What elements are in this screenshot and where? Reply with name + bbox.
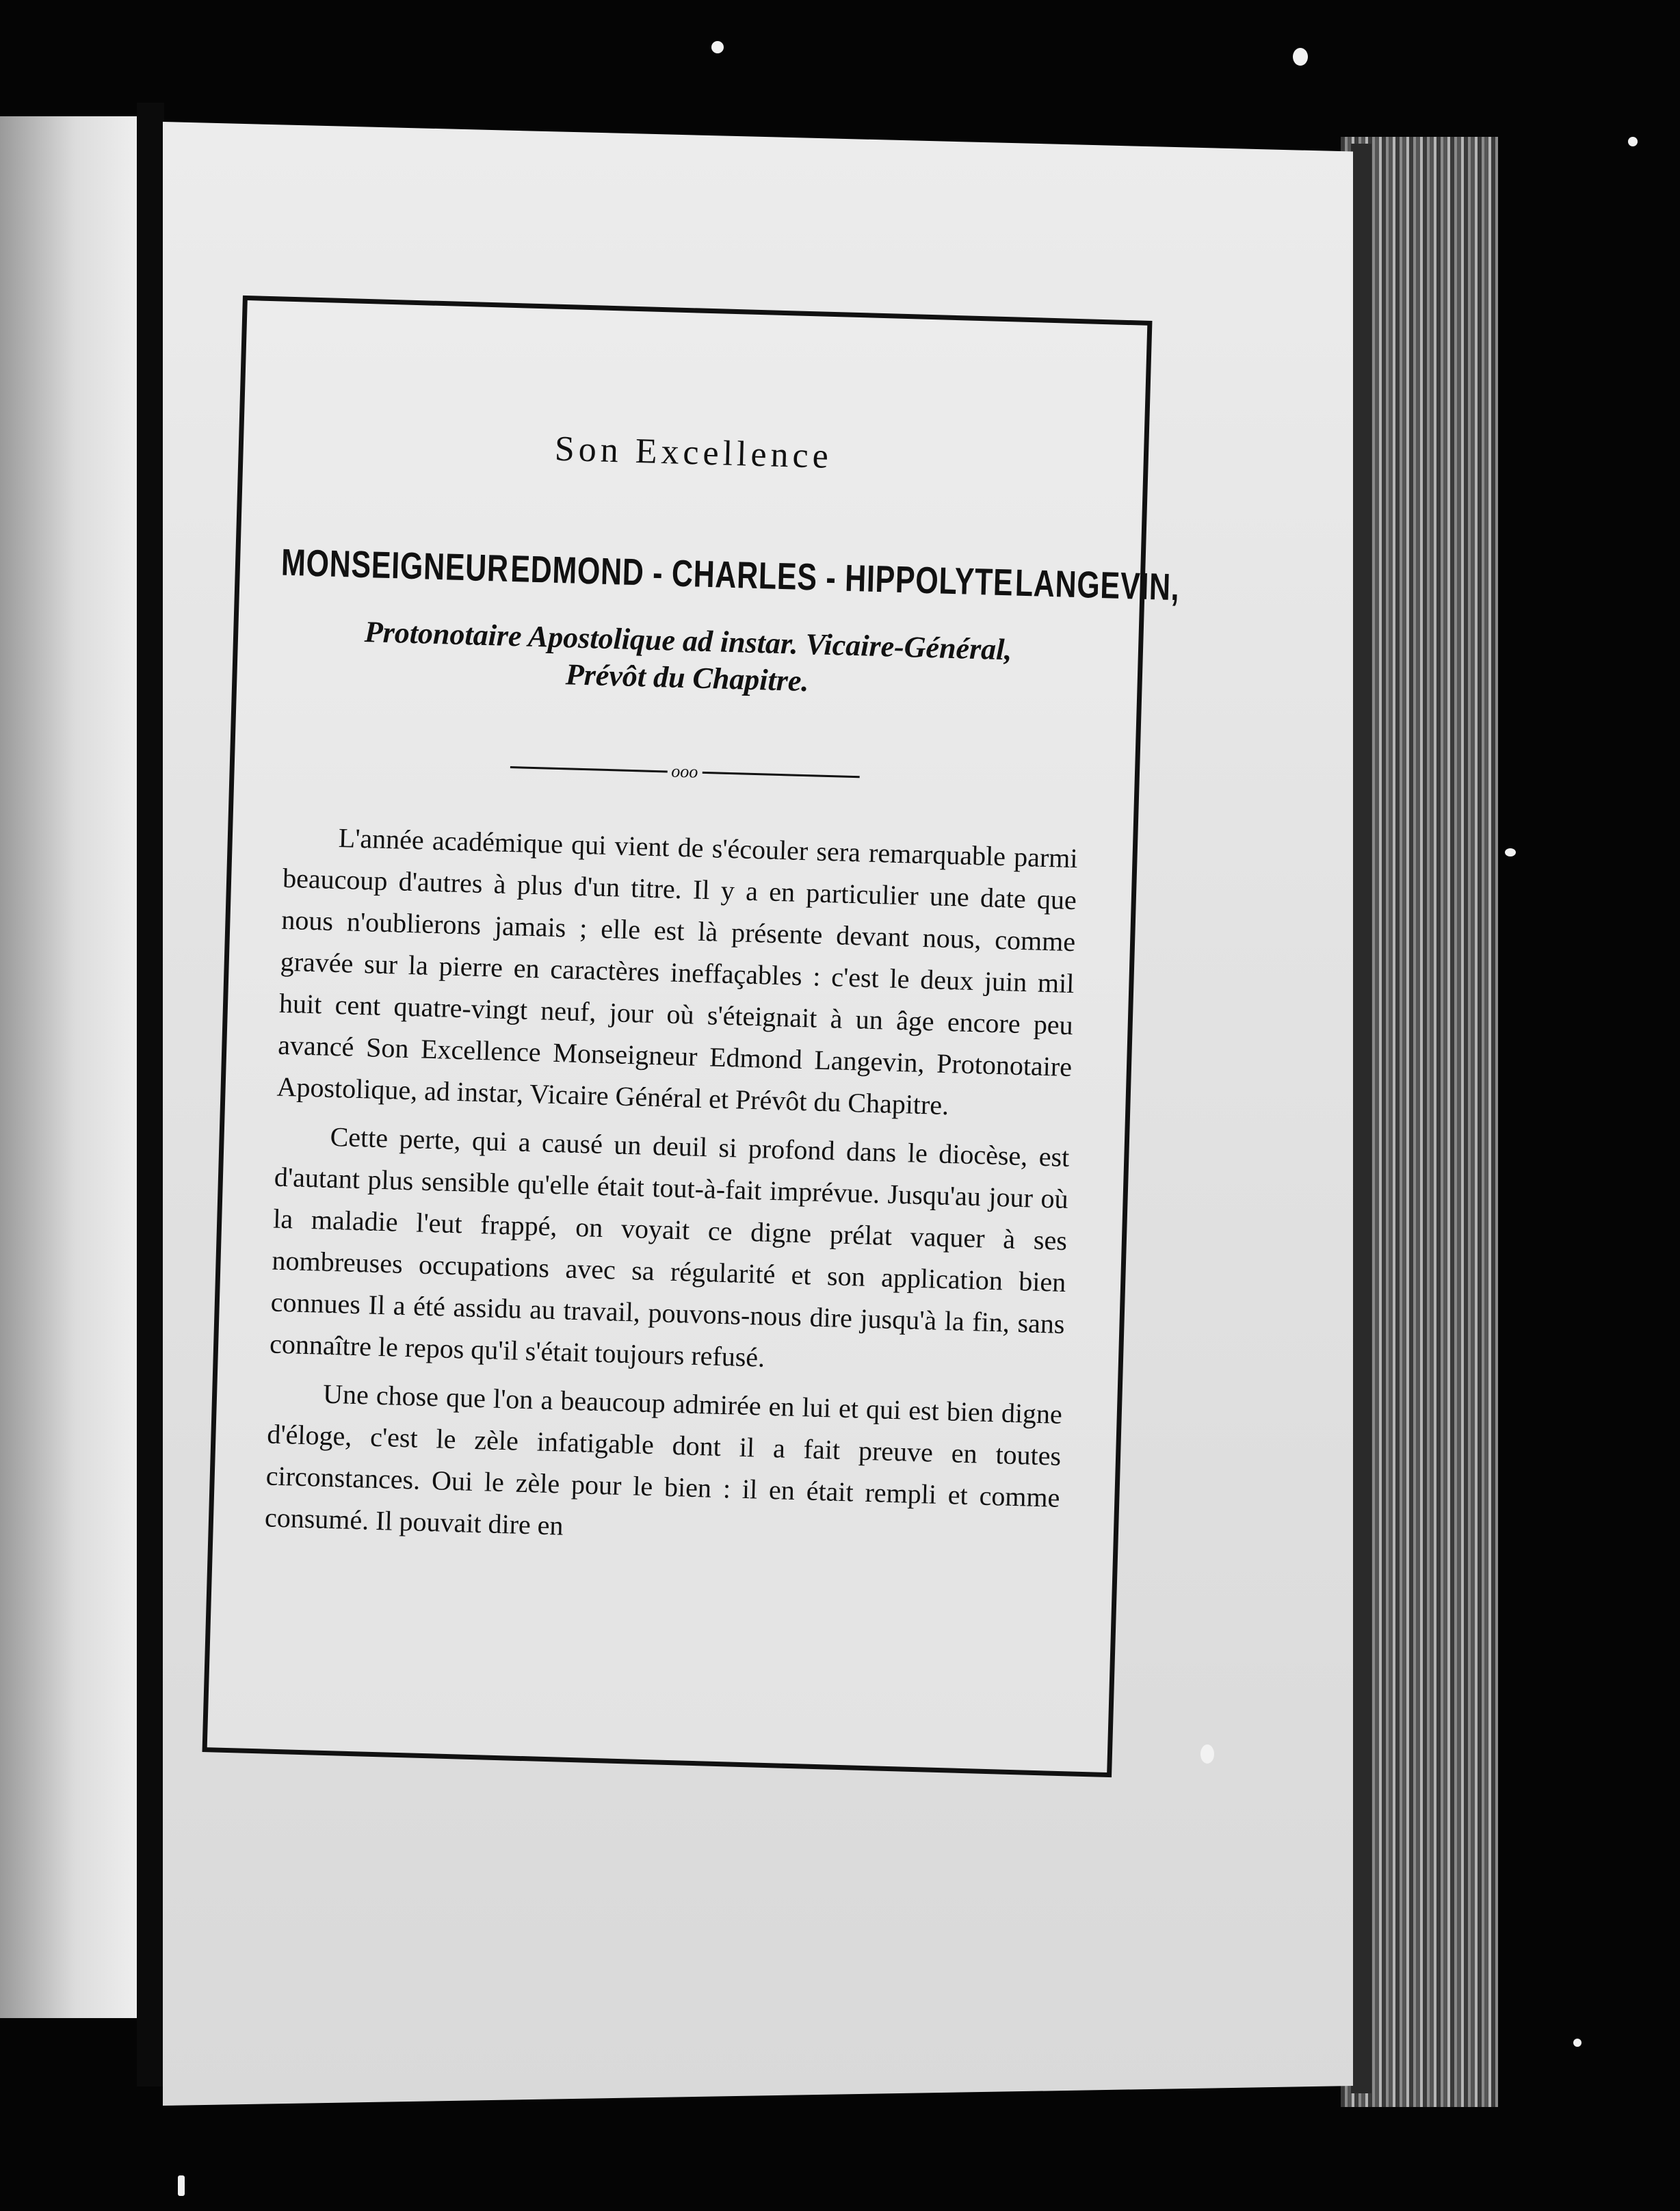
film-speck (178, 2175, 185, 2196)
film-speck (1293, 48, 1308, 66)
film-speck (1628, 137, 1638, 146)
text-frame (202, 296, 1181, 1777)
ornamental-divider (235, 749, 1135, 795)
titles-block (237, 610, 1139, 709)
book-gutter (137, 103, 164, 2086)
name-part-title: MONSEIGNEUR (280, 540, 510, 590)
titles-line-2: Prévôt du Chapitre. (565, 657, 810, 698)
film-speck (1200, 1744, 1214, 1764)
honorific-heading: Son Excellence (554, 429, 833, 476)
name-part-surname: LANGEVIN, (1014, 561, 1181, 609)
name-line (280, 540, 1180, 610)
name-part-given: EDMOND - CHARLES - HIPPOLYTE (510, 547, 1014, 604)
body-text (264, 815, 1078, 1560)
film-speck (1505, 848, 1516, 856)
paragraph-2: Cette perte, qui a causé un deuil si profond dans le diocèse, est d'autant plus sensible qu'elle était tout-à-fait imprévue. Jusqu'au jour où la maladie l'eut frappé, on voyait ce digne prélat vaquer à ses nombreuses occupations avec sa régularité et son application bien connues Il a été assidu au travail, pouvons-nous dire jusqu'à la fin, sans connaître le repos qu'il s'était toujours refusé. (269, 1121, 1070, 1373)
film-speck (711, 41, 724, 53)
divider-mark: ooo (670, 761, 698, 782)
titles-line-1: Protonotaire Apostolique ad instar. Vicaire-Général, (364, 615, 1013, 667)
divider-rule-right (702, 771, 859, 777)
page-edge-shadow (1351, 144, 1371, 2093)
paragraph-3: Une chose que l'on a beaucoup admirée en lui et qui est bien digne d'éloge, c'est le zèle infatigable dont il a fait preuve en toutes circonstances. Oui le zèle pour le bien : il en était rempli et comme consumé. Il pouvait dire en (264, 1378, 1063, 1541)
left-page-edge (0, 116, 137, 2018)
paragraph-1: L'année académique qui vient de s'écouler sera remarquable parmi beaucoup d'autres à plus d'un titre. Il y a en particulier une date que nous n'oublierons jamais ; elle est là présente devant nous, comme gravée sur la pierre en caractères ineffaçables : c'est le deux juin mil huit cent quatre-vingt neuf, jour où s'éteignait à un âge encore peu avancé Son Excellence Monseigneur Edmond Langevin, Protonotaire Apostolique, ad instar, Vicaire Général et Prévôt du Chapitre. (276, 822, 1079, 1121)
divider-rule-left (510, 766, 667, 772)
film-speck (1573, 2039, 1581, 2047)
